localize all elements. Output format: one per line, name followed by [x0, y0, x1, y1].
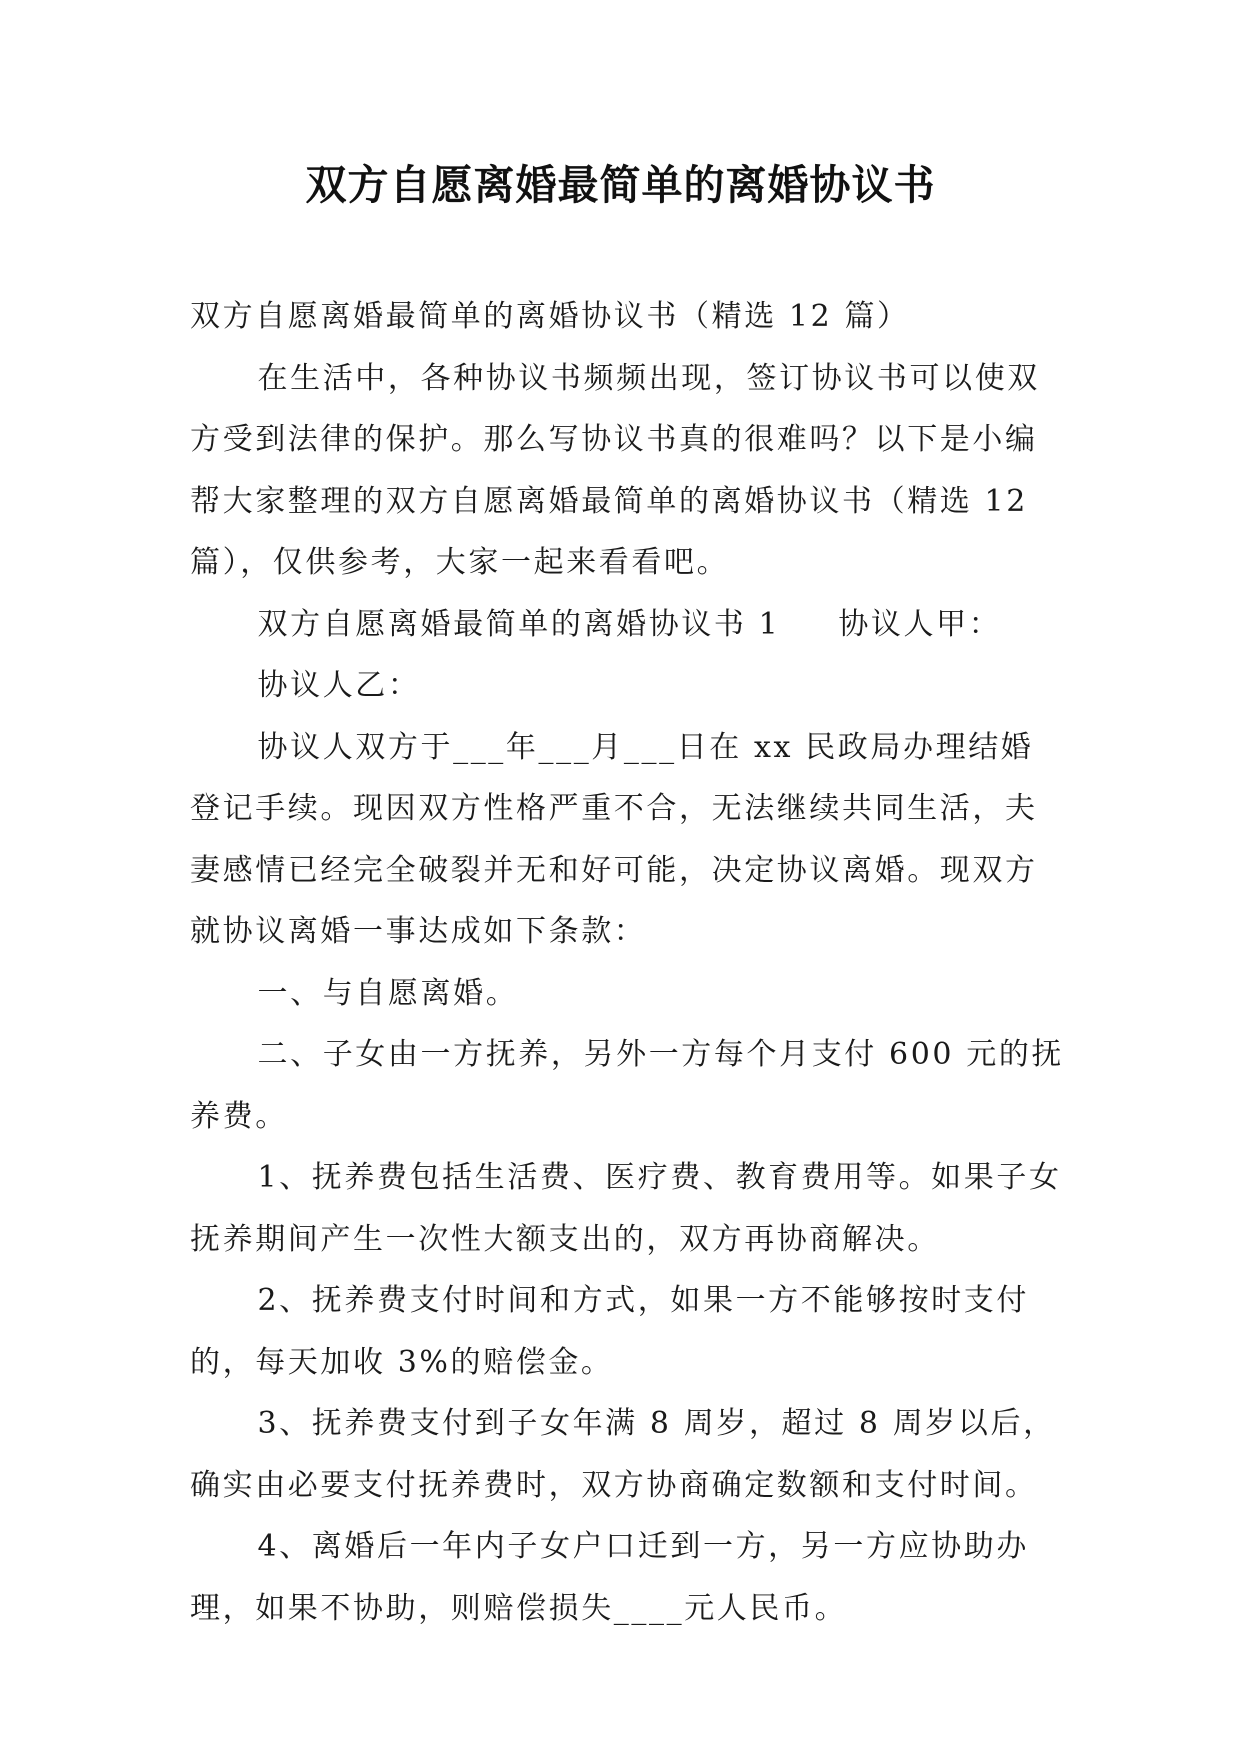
party-a-label: 协议人甲：: [838, 606, 1002, 642]
sub-clause-1: 1、抚养费包括生活费、医疗费、教育费用等。如果子女抚养期间产生一次性大额支出的，双方再协商解决。: [190, 1160, 1062, 1257]
preamble-paragraph: 协议人双方于___年___月___日在 xx 民政局办理结婚登记手续。现因双方性格严重不合，无法继续共同生活，夫妻感情已经完全破裂并无和好可能，决定协议离婚。现双方就协议离婚一事达成如下条款：: [190, 729, 1038, 949]
sub-clause-2: 2、抚养费支付时间和方式，如果一方不能够按时支付的，每天加收 3%的赔偿金。: [190, 1283, 1029, 1380]
document-body: [190, 286, 1065, 1639]
section-heading: 双方自愿离婚最简单的离婚协议书 1: [257, 606, 781, 642]
document-subtitle: 双方自愿离婚最简单的离婚协议书（精选 12 篇）: [190, 299, 910, 334]
party-b-label: 协议人乙：: [257, 668, 421, 703]
sub-clause-4: 4、离婚后一年内子女户口迁到一方，另一方应协助办理，如果不协助，则赔偿损失____元人民币。: [190, 1529, 1029, 1626]
clause-1: 一、与自愿离婚。: [257, 975, 519, 1011]
document-title: 双方自愿离婚最简单的离婚协议书: [305, 161, 936, 209]
clause-2: 二、子女由一方抚养，另外一方每个月支付 600 元的抚养费。: [190, 1037, 1065, 1134]
sub-clause-3: 3、抚养费支付到子女年满 8 周岁，超过 8 周岁以后，确实由必要支付抚养费时，双方协商确定数额和支付时间。: [190, 1406, 1056, 1503]
agreement-heading-line: [190, 594, 1065, 656]
intro-paragraph: 在生活中，各种协议书频频出现，签订协议书可以使双方受到法律的保护。那么写协议书真的很难吗？以下是小编帮大家整理的双方自愿离婚最简单的离婚协议书（精选 12 篇），仅供参考，大家一起来看看吧。: [190, 360, 1040, 580]
